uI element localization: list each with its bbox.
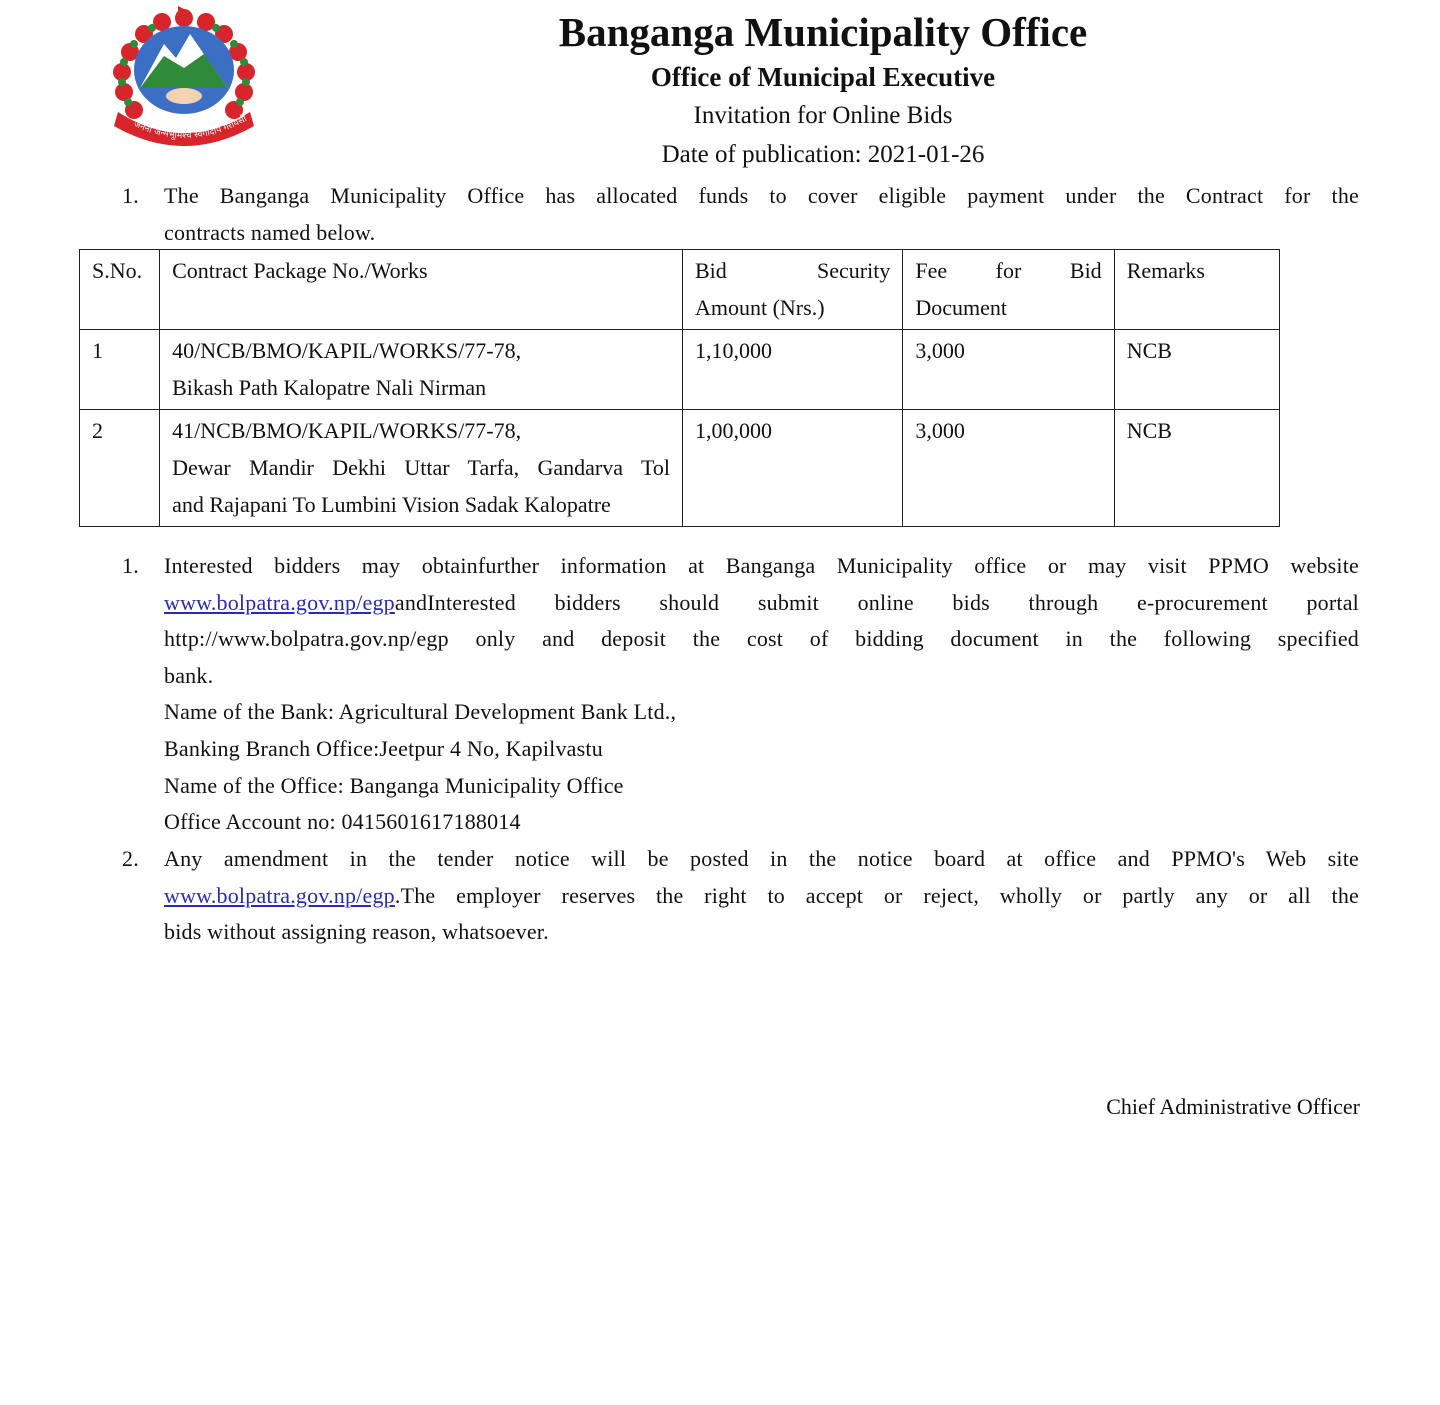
office-name: Name of the Office: Banganga Municipality Office: [164, 772, 624, 798]
notice-type: Invitation for Online Bids: [693, 102, 953, 129]
row-package: [160, 330, 683, 410]
table-row: [80, 330, 1280, 410]
row-package: [160, 410, 683, 527]
row-fee: 3,000: [903, 410, 1114, 527]
row-sno: 1: [80, 330, 160, 410]
header-bid-security-word-1: Bid: [694, 258, 727, 283]
table-row: [80, 410, 1280, 527]
header-bid-security: [682, 250, 902, 330]
header-fee: [903, 250, 1114, 330]
row-remarks: NCB: [1114, 410, 1279, 527]
info-line-4: bank.: [164, 662, 214, 688]
package-no: 40/NCB/BMO/KAPIL/WORKS/77-78,: [172, 338, 522, 364]
info-line-2-text: andInterested bidders should submit online bids through e-procurement portal: [394, 589, 1359, 615]
intro-line-1: The Banganga Municipality Office has allocated funds to cover eligible payment under the Contract for the: [164, 183, 1359, 208]
amendment-line-1: Any amendment in the tender notice will be posted in the notice board at office and PPMO's Web site: [164, 846, 1359, 871]
list-number: 1.: [122, 553, 139, 578]
ppmo-website-link[interactable]: www.bolpatra.gov.np/egp: [164, 589, 395, 615]
row-fee: 3,000: [903, 330, 1114, 410]
info-line-1: Interested bidders may obtainfurther information at Banganga Municipality office or may visit PPMO website: [164, 553, 1359, 578]
amendment-line-2-text: .The employer reserves the right to accept or reject, wholly or partly any or all the: [394, 882, 1359, 908]
row-remarks: NCB: [1114, 330, 1279, 410]
office-account: Office Account no: 0415601617188014: [164, 809, 521, 835]
header-bid-security-word-3: Amount (Nrs.): [694, 294, 825, 320]
list-number: 2.: [122, 846, 139, 871]
header-fee-word-1: Fee: [915, 258, 948, 283]
signature-title: Chief Administrative Officer: [1106, 1094, 1360, 1119]
row-bid-security: 1,00,000: [682, 410, 902, 527]
package-no: 41/NCB/BMO/KAPIL/WORKS/77-78,: [172, 418, 522, 444]
info-paragraph: [122, 548, 1359, 841]
header-package: Contract Package No./Works: [160, 250, 683, 330]
header-remarks: Remarks: [1114, 250, 1279, 330]
publication-date: Date of publication: 2021-01-26: [661, 141, 985, 168]
table-header-row: [80, 250, 1280, 330]
header-fee-word-3: Bid: [1069, 258, 1102, 283]
office-title: Banganga Municipality Office: [558, 9, 1088, 55]
row-sno: 2: [80, 410, 160, 527]
info-line-3: http://www.bolpatra.gov.np/egp only and deposit the cost of bidding document in the following specified: [164, 626, 1359, 652]
bank-name: Name of the Bank: Agricultural Development Bank Ltd.,: [164, 699, 677, 725]
amendment-line-3: bids without assigning reason, whatsoever.: [164, 919, 549, 945]
amendment-paragraph: [122, 841, 1359, 951]
work-name: Bikash Path Kalopatre Nali Nirman: [172, 374, 487, 400]
header-bid-security-word-2: Security: [817, 258, 891, 283]
info-line-2: [164, 585, 1359, 622]
header-sno: S.No.: [80, 250, 160, 330]
ppmo-website-link[interactable]: www.bolpatra.gov.np/egp: [164, 882, 395, 908]
bids-table: [79, 249, 1280, 527]
amendment-line-2: [164, 878, 1359, 915]
list-number: 1.: [122, 183, 139, 208]
bank-branch: Banking Branch Office:Jeetpur 4 No, Kapilvastu: [164, 735, 603, 761]
header-fee-word-4: Document: [915, 294, 1007, 320]
row-bid-security: 1,10,000: [682, 330, 902, 410]
svg-text:जननी जन्मभूमिश्च स्वर्गादपि गर: जननी जन्मभूमिश्च स्वर्गादपि गरीयसी: [131, 114, 249, 142]
nepal-emblem-logo: [104, 4, 264, 152]
header-fee-word-2: for: [995, 258, 1022, 283]
work-name-continued: and Rajapani To Lumbini Vision Sadak Kalopatre: [172, 491, 611, 517]
work-name: Dewar Mandir Dekhi Uttar Tarfa, Gandarva Tol: [172, 454, 670, 480]
intro-paragraph: [122, 178, 1359, 251]
intro-line-2: contracts named below.: [164, 219, 376, 245]
office-subtitle: Office of Municipal Executive: [650, 62, 996, 92]
